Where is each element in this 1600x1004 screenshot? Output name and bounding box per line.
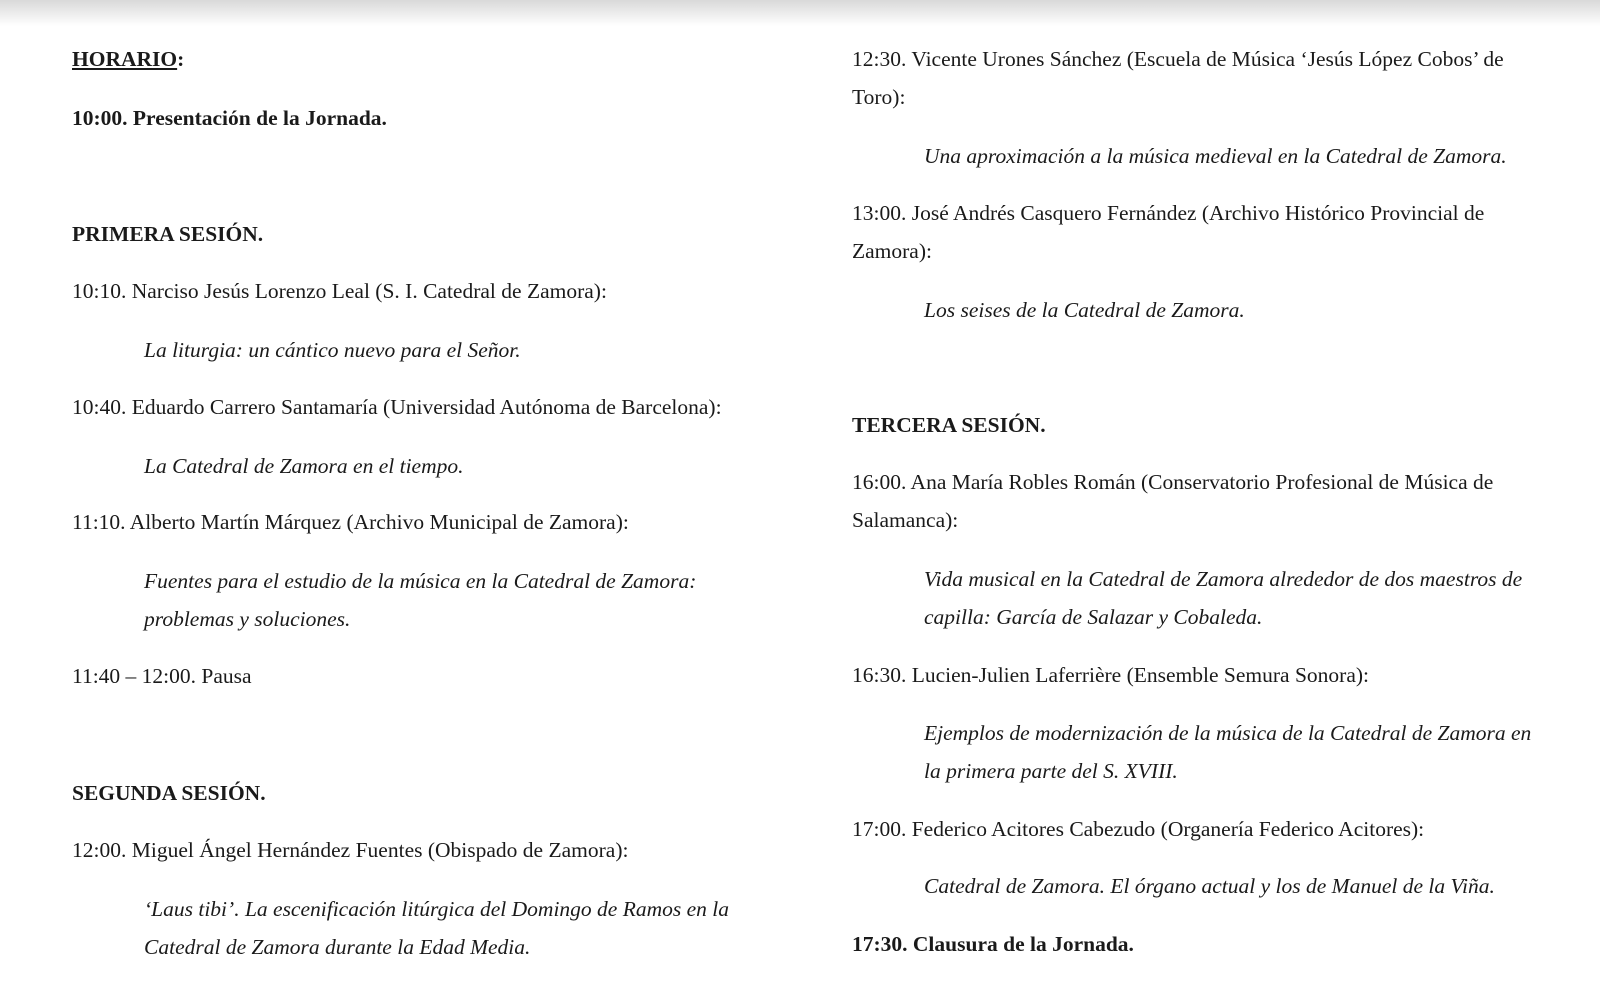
schedule-heading [72,40,184,79]
talk-speaker: 12:00. Miguel Ángel Hernández Fuentes (Obispado de Zamora): [72,838,629,862]
talk-title: ‘Laus tibi’. La escenificación litúrgica del Domingo de Ramos en la [144,897,730,921]
talk-title-cont: la primera parte del S. XVIII. [924,759,1178,783]
talk-speaker-cont: Toro): [852,85,906,109]
talk-speaker: 16:30. Lucien-Julien Laferrière (Ensemble Semura Sonora): [852,663,1370,687]
talk-title: Una aproximación a la música medieval en la Catedral de Zamora. [924,144,1507,168]
talk-speaker: 16:00. Ana María Robles Román (Conservatorio Profesional de Música de [852,470,1494,494]
talk-title-cont: capilla: García de Salazar y Cobaleda. [924,605,1263,629]
session3-title: TERCERA SESIÓN. [852,413,1046,437]
talk-speaker: 17:00. Federico Acitores Cabezudo (Organería Federico Acitores): [852,817,1425,841]
talk-title: Ejemplos de modernización de la música de la Catedral de Zamora en [924,721,1532,745]
closing-line: 17:30. Clausura de la Jornada. [852,932,1134,956]
top-shadow [0,0,1600,26]
pause-line: 11:40 – 12:00. Pausa [72,664,252,688]
talk-title: Vida musical en la Catedral de Zamora alrededor de dos maestros de [924,567,1523,591]
talk-speaker: 10:10. Narciso Jesús Lorenzo Leal (S. I. Catedral de Zamora): [72,279,607,303]
talk-speaker-cont: Salamanca): [852,508,959,532]
talk-title: Catedral de Zamora. El órgano actual y los de Manuel de la Viña. [924,874,1495,898]
talk-title: Los seises de la Catedral de Zamora. [924,298,1245,322]
talk-speaker-cont: Zamora): [852,239,932,263]
talk-title: La Catedral de Zamora en el tiempo. [144,454,464,478]
talk-speaker: 11:10. Alberto Martín Márquez (Archivo Municipal de Zamora): [72,510,629,534]
talk-title-cont: Catedral de Zamora durante la Edad Media. [144,935,531,959]
talk-speaker: 12:30. Vicente Urones Sánchez (Escuela de Música ‘Jesús López Cobos’ de [852,47,1504,71]
presentation-line: 10:00. Presentación de la Jornada. [72,106,387,130]
session1-title: PRIMERA SESIÓN. [72,222,264,246]
schedule-heading-colon: : [177,47,185,71]
talk-speaker: 13:00. José Andrés Casquero Fernández (Archivo Histórico Provincial de [852,201,1485,225]
talk-title-cont: problemas y soluciones. [144,607,351,631]
talk-title: Fuentes para el estudio de la música en la Catedral de Zamora: [144,569,697,593]
session2-title: SEGUNDA SESIÓN. [72,781,266,805]
talk-speaker: 10:40. Eduardo Carrero Santamaría (Universidad Autónoma de Barcelona): [72,395,722,419]
schedule-heading-label: HORARIO [72,47,178,71]
talk-title: La liturgia: un cántico nuevo para el Señor. [144,338,521,362]
